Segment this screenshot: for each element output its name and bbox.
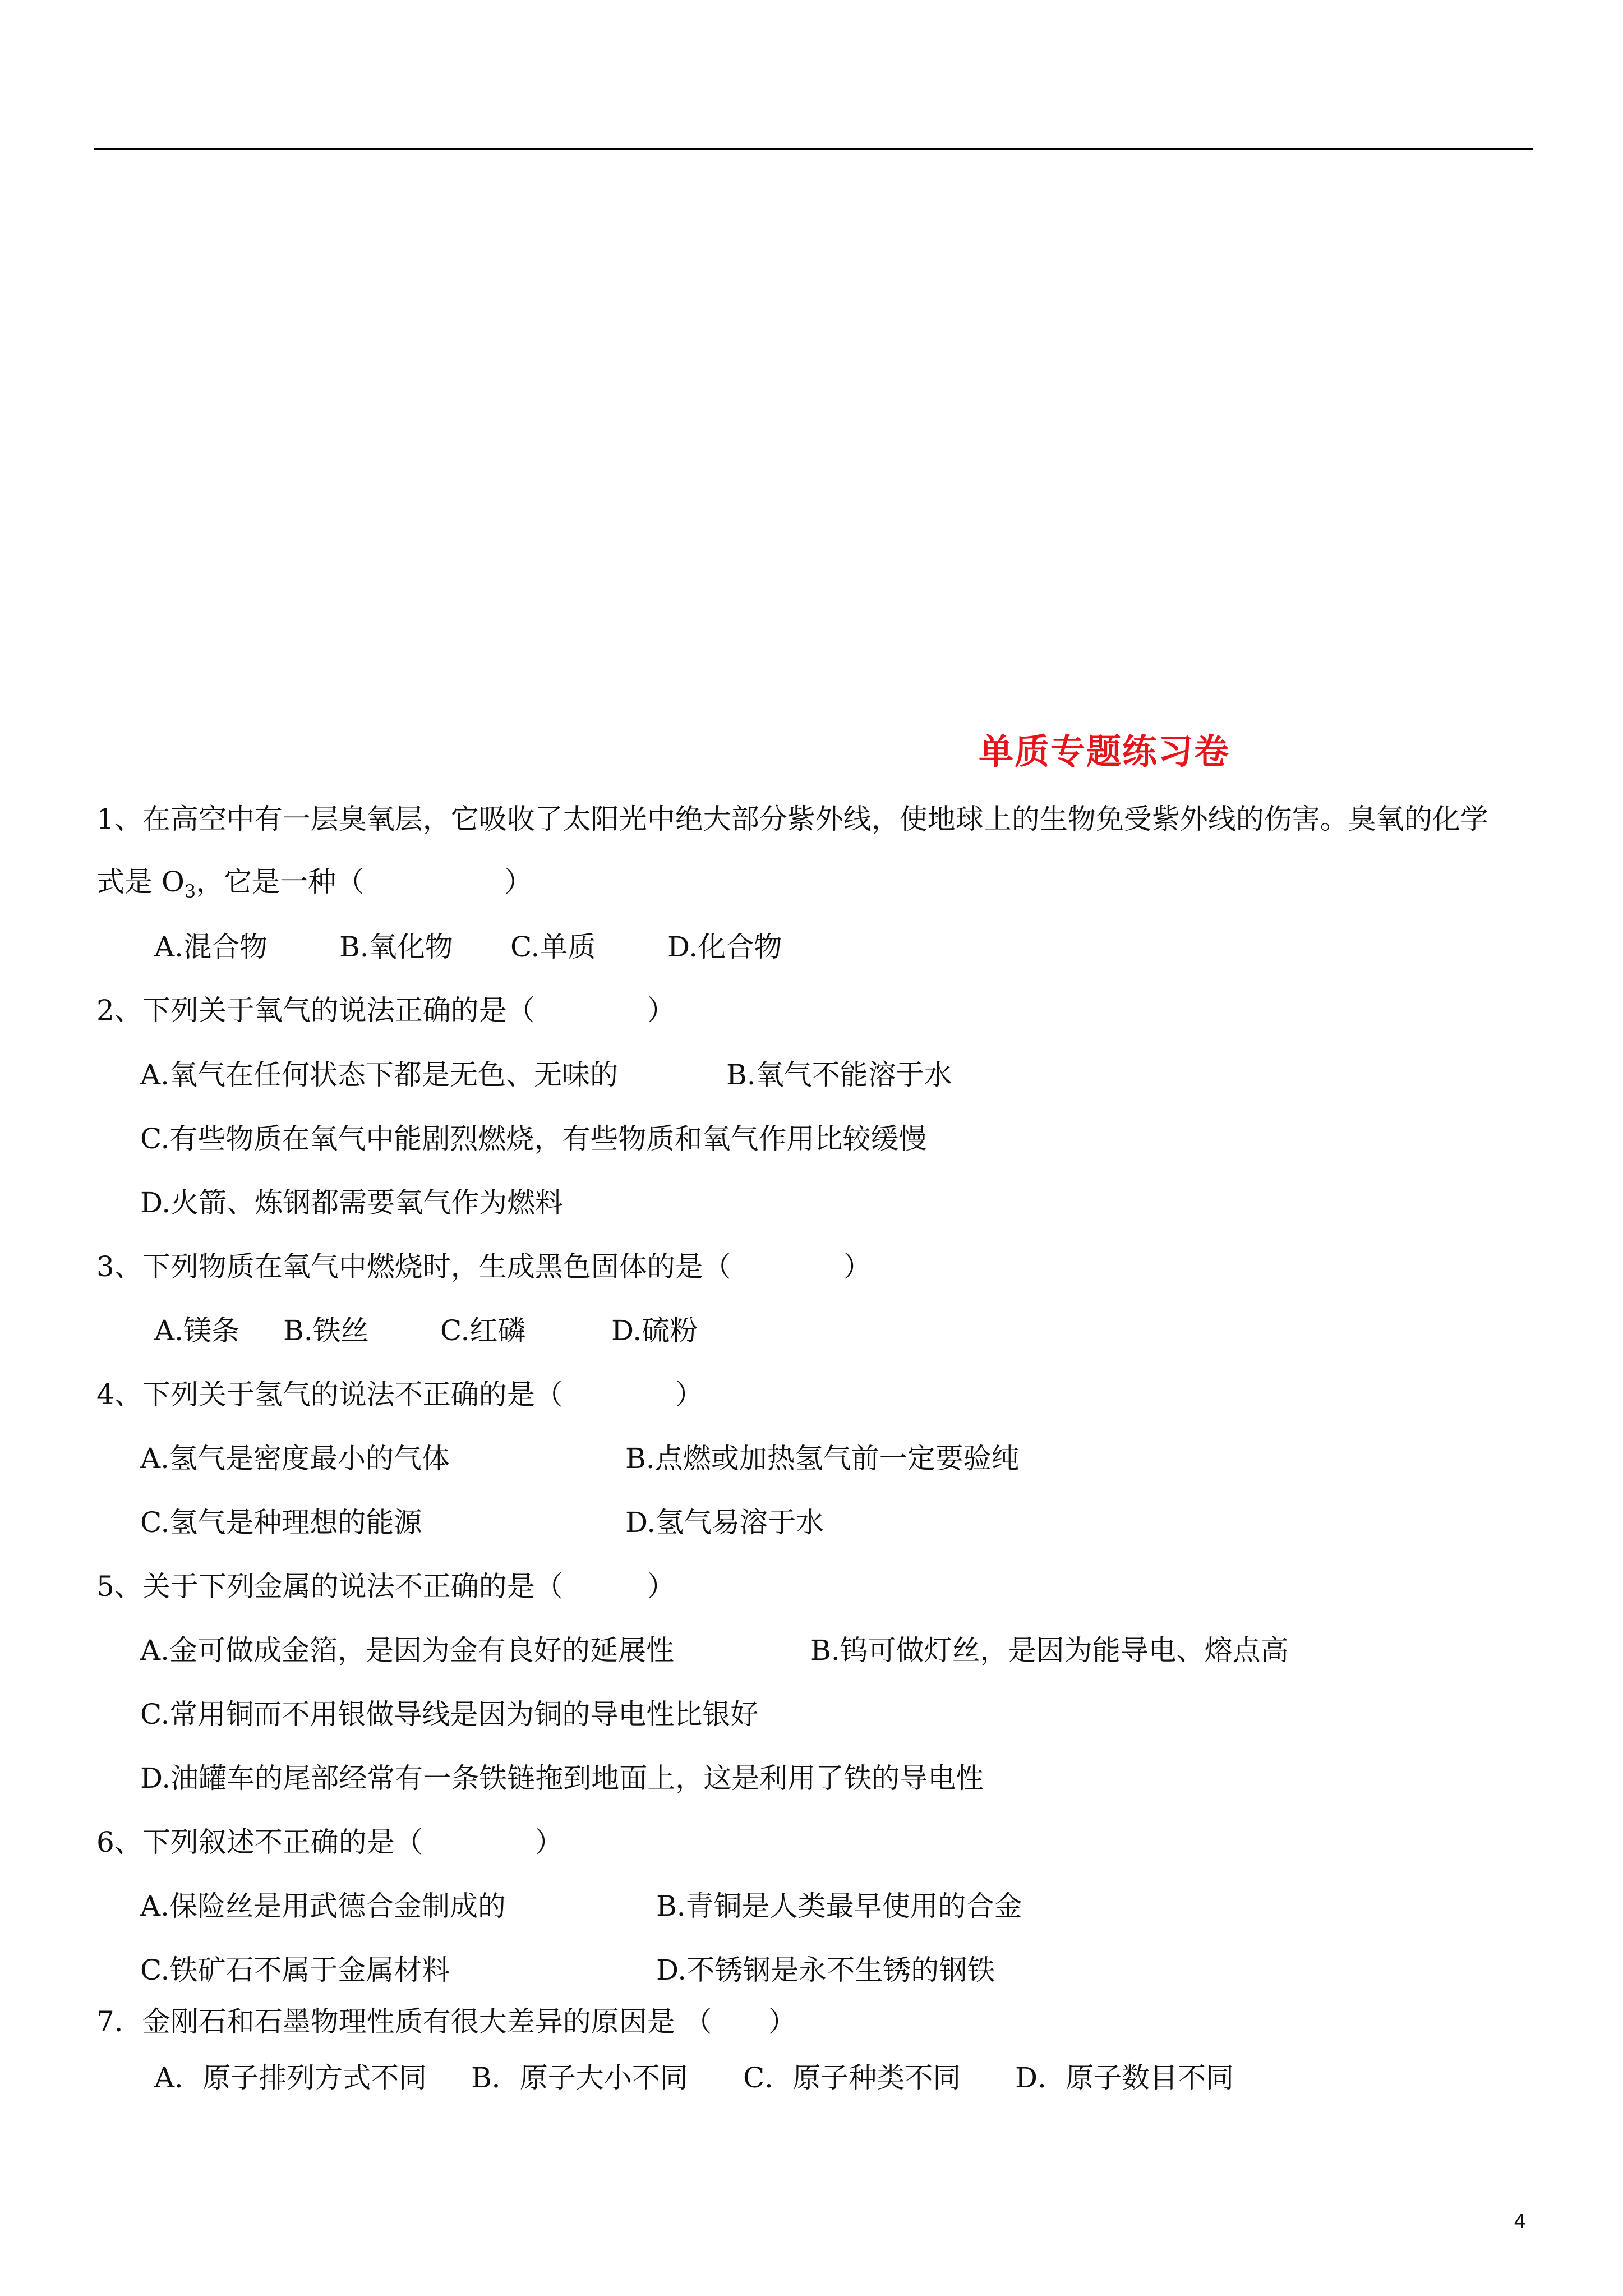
- page-title: 单质专题练习卷: [979, 731, 1230, 772]
- page-number: 4: [1514, 2209, 1526, 2232]
- question-5-option-a: A.金可做成金箔，是因为金有良好的延展性: [140, 1634, 675, 1667]
- question-6-stem: 6、下列叙述不正确的是（ ）: [96, 1826, 563, 1858]
- question-1-line-2: 式是 $O_3$，它是一种（ ）: [96, 866, 533, 902]
- question-7-stem: 7．金刚石和石墨物理性质有很大差异的原因是 （ ）: [96, 2005, 796, 2038]
- question-4-option-b: B.点燃或加热氢气前一定要验纯: [625, 1442, 1020, 1475]
- question-1-option-c: C.单质: [510, 931, 596, 963]
- question-3-option-a: A.镁条: [154, 1314, 240, 1347]
- question-6-option-d: D.不锈钢是永不生锈的钢铁: [656, 1954, 995, 1986]
- question-1-option-a: A.混合物: [154, 931, 268, 963]
- header-rule: [94, 148, 1533, 150]
- question-7-option-d: D．原子数目不同: [1015, 2062, 1234, 2094]
- question-1-option-b: B.氧化物: [339, 931, 453, 963]
- question-5-option-d: D.油罐车的尾部经常有一条铁链拖到地面上，这是利用了铁的导电性: [140, 1762, 984, 1795]
- question-7-option-b: B．原子大小不同: [471, 2062, 688, 2094]
- question-3-option-c: C.红磷: [440, 1314, 526, 1347]
- question-6-option-b: B.青铜是人类最早使用的合金: [656, 1890, 1022, 1922]
- question-2-option-c: C.有些物质在氧气中能剧烈燃烧，有些物质和氧气作用比较缓慢: [140, 1122, 927, 1155]
- question-3-option-d: D.硫粉: [611, 1314, 698, 1347]
- question-7-option-a: A．原子排列方式不同: [154, 2062, 427, 2094]
- question-4-option-a: A.氢气是密度最小的气体: [140, 1442, 450, 1475]
- question-1-option-d: D.化合物: [667, 931, 782, 963]
- question-2-stem: 2、下列关于氧气的说法正确的是（ ）: [96, 994, 675, 1027]
- question-5-option-b: B.钨可做灯丝，是因为能导电、熔点高: [810, 1634, 1289, 1667]
- question-5-option-c: C.常用铜而不用银做导线是因为铜的导电性比银好: [140, 1698, 759, 1731]
- question-5-stem: 5、关于下列金属的说法不正确的是（ ）: [96, 1570, 675, 1603]
- question-6-option-a: A.保险丝是用武德合金制成的: [140, 1890, 506, 1922]
- question-4-stem: 4、下列关于氢气的说法不正确的是（ ）: [96, 1378, 703, 1411]
- question-1-line-1: 1、在高空中有一层臭氧层，它吸收了太阳光中绝大部分紫外线，使地球上的生物免受紫外线的伤害。臭氧的化学: [96, 803, 1488, 835]
- question-4-option-c: C.氢气是种理想的能源: [140, 1506, 422, 1539]
- question-6-option-c: C.铁矿石不属于金属材料: [140, 1954, 450, 1986]
- question-3-stem: 3、下列物质在氧气中燃烧时，生成黑色固体的是（ ）: [96, 1250, 872, 1283]
- question-2-option-d: D.火箭、炼钢都需要氧气作为燃料: [140, 1186, 564, 1219]
- question-3-option-b: B.铁丝: [283, 1314, 369, 1347]
- question-2-option-b: B.氧气不能溶于水: [726, 1059, 952, 1091]
- question-2-option-a: A.氧气在任何状态下都是无色、无味的: [140, 1059, 619, 1091]
- question-4-option-d: D.氢气易溶于水: [625, 1506, 824, 1539]
- question-7-option-c: C．原子种类不同: [743, 2062, 961, 2094]
